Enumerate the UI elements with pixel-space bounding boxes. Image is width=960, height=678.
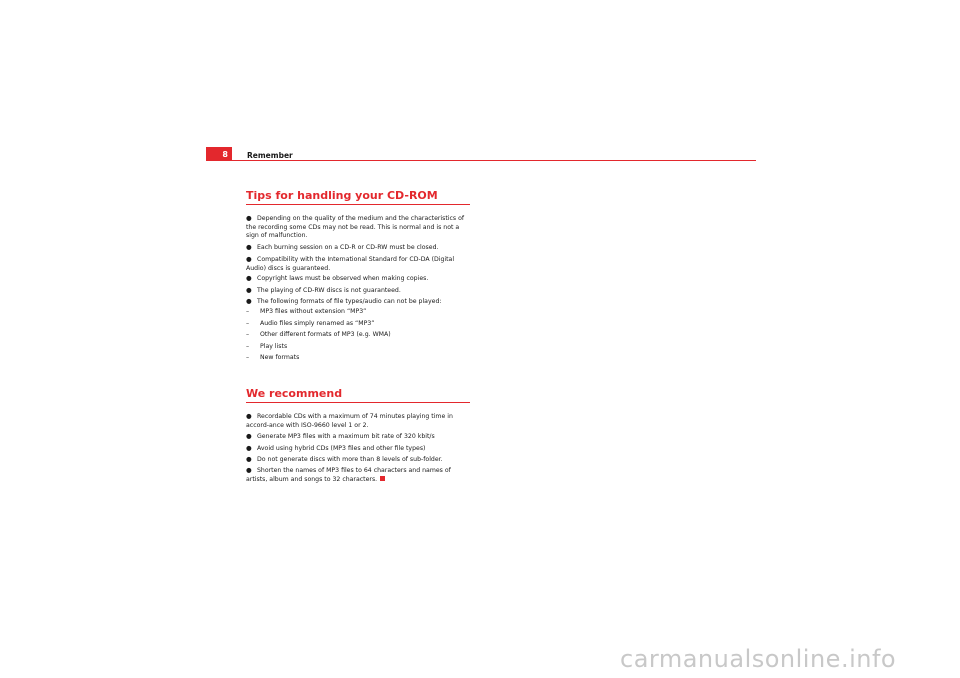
dash-item — [246, 320, 470, 329]
dash-item-text: Audio files simply renamed as “MP3” — [260, 320, 375, 327]
list-item-text: Recordable CDs with a maximum of 74 minutes playing time in accord-ance with ISO-9660 level 1 or 2. — [246, 413, 453, 429]
list-item — [246, 214, 470, 241]
bullet-icon: ● — [246, 432, 252, 440]
list-item — [246, 412, 470, 430]
list-item-text: Do not generate discs with more than 8 levels of sub-folder. — [257, 456, 443, 463]
bullet-icon: ● — [246, 243, 252, 251]
dash-item — [246, 308, 470, 317]
dash-mark: – — [246, 308, 250, 315]
bullet-icon: ● — [246, 412, 252, 420]
list-item-text: The following formats of file types/audio can not be played: — [257, 298, 442, 305]
bullet-icon: ● — [246, 466, 252, 474]
list-item-text: The playing of CD-RW discs is not guaranteed. — [257, 287, 401, 294]
list-item — [246, 444, 470, 454]
section-title-cd-rom-tips: Tips for handling your CD-ROM — [246, 189, 470, 205]
list-item — [246, 455, 470, 465]
list-item-text: Each burning session on a CD-R or CD-RW must be closed. — [257, 244, 439, 251]
bullet-icon: ● — [246, 444, 252, 452]
page-header — [206, 147, 756, 161]
list-item — [246, 255, 470, 273]
bullet-icon: ● — [246, 214, 252, 222]
section-end-marker — [380, 476, 385, 481]
header-section-title: Remember — [247, 151, 293, 160]
list-item — [246, 286, 470, 296]
list-item — [246, 243, 470, 253]
dash-item-text: MP3 files without extension “MP3” — [260, 308, 367, 315]
section-title-we-recommend: We recommend — [246, 387, 470, 403]
list-item — [246, 274, 470, 284]
list-item-text: Copyright laws must be observed when making copies. — [257, 275, 429, 282]
list-item-text: Shorten the names of MP3 files to 64 characters and names of artists, album and songs to 32 characters. — [246, 467, 451, 483]
dash-item-text: New formats — [260, 354, 300, 361]
list-item-text: Avoid using hybrid CDs (MP3 files and other file types) — [257, 445, 426, 452]
list-item-text: Depending on the quality of the medium and the characteristics of the recording some CDs may not be read. This is normal and is not a sign of malfunction. — [246, 215, 465, 240]
dash-mark: – — [246, 320, 250, 327]
bullet-icon: ● — [246, 274, 252, 282]
dash-item — [246, 354, 470, 363]
dash-item — [246, 343, 470, 352]
list-item-text: Compatibility with the International Standard for CD-DA (Digital Audio) discs is guaranteed. — [246, 256, 455, 272]
dash-item — [246, 331, 470, 340]
page-number: 8 — [206, 147, 232, 161]
dash-item-text: Other different formats of MP3 (e.g. WMA) — [260, 331, 391, 338]
header-rule — [232, 160, 756, 161]
watermark-text: carmanualsonline.info — [620, 645, 897, 673]
bullet-icon: ● — [246, 455, 252, 463]
list-item — [246, 432, 470, 442]
bullet-icon: ● — [246, 255, 252, 263]
bullet-icon: ● — [246, 286, 252, 294]
dash-mark: – — [246, 331, 250, 338]
dash-mark: – — [246, 354, 250, 361]
dash-item-text: Play lists — [260, 343, 288, 350]
list-item — [246, 297, 470, 307]
dash-mark: – — [246, 343, 250, 350]
bullet-icon: ● — [246, 297, 252, 305]
list-item — [246, 466, 470, 484]
list-item-text: Generate MP3 files with a maximum bit rate of 320 kbit/s — [257, 433, 435, 440]
